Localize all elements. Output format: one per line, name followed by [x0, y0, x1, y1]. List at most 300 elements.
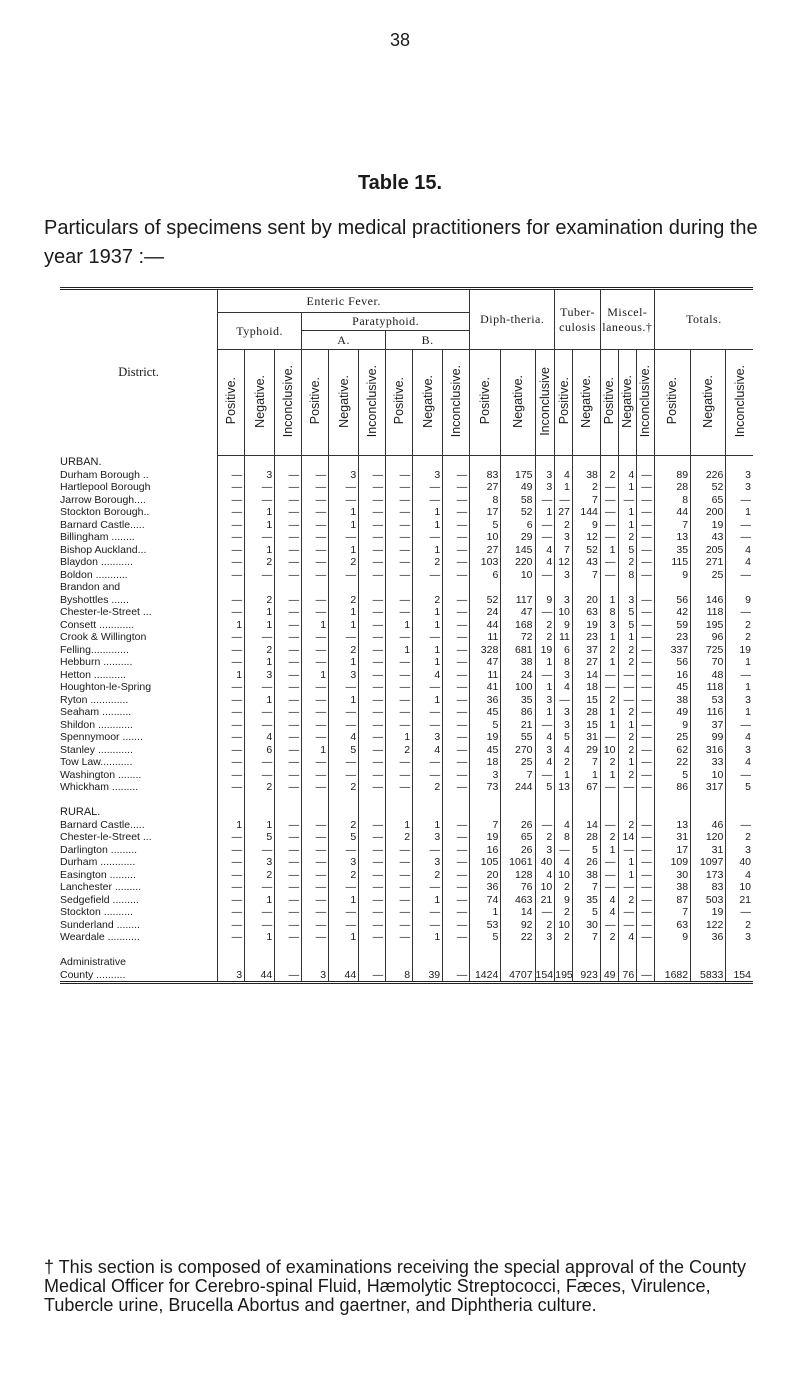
cell-value: —	[535, 606, 555, 619]
cell-value: 3	[555, 594, 573, 607]
cell-value: 33	[691, 756, 726, 769]
cell-value: —	[443, 681, 470, 694]
cell-value: —	[637, 631, 655, 644]
cell-value: —	[637, 519, 655, 532]
cell-value: 1	[329, 694, 359, 707]
cell-value: —	[386, 894, 413, 907]
cell-value: —	[386, 769, 413, 782]
cell-value: —	[302, 644, 329, 657]
cell-value: —	[218, 869, 245, 882]
cell-value: —	[535, 494, 555, 507]
cell-value: —	[600, 856, 618, 869]
cell-value: —	[637, 644, 655, 657]
cell-value: —	[359, 694, 386, 707]
cell-value: —	[637, 744, 655, 757]
cell-value: —	[302, 756, 329, 769]
para-b-positive-header: Positive.	[386, 350, 413, 456]
cell-value: 7	[654, 906, 690, 919]
diphtheria-positive-header: Positive.	[470, 350, 501, 456]
cell-value: 1	[572, 769, 600, 782]
cell-value: 1	[618, 631, 637, 644]
cell-value	[654, 581, 690, 594]
cell-value: 2	[618, 819, 637, 832]
cell-value: 7	[572, 931, 600, 944]
cell-value: —	[218, 769, 245, 782]
cell-value: 3	[535, 694, 555, 707]
cell-value: 1	[600, 544, 618, 557]
cell-value: 9	[555, 619, 573, 632]
cell-value	[691, 956, 726, 969]
cell-value: 1	[618, 519, 637, 532]
cell-value: 154	[535, 968, 554, 981]
cell-value: 12	[572, 531, 600, 544]
cell-value: —	[302, 719, 329, 732]
cell-value: 38	[501, 656, 535, 669]
cell-value: —	[413, 681, 443, 694]
cell-value: —	[302, 631, 329, 644]
cell-value: 39	[413, 969, 443, 983]
cell-value: —	[275, 781, 302, 794]
cell-value	[618, 956, 637, 969]
cell-value: —	[637, 819, 655, 832]
cell-value: 13	[654, 531, 690, 544]
cell-value	[555, 956, 573, 969]
cell-value: 38	[572, 869, 600, 882]
cell-value: —	[386, 706, 413, 719]
misc-inconclusive-header: Inconclusive.	[637, 350, 655, 456]
table-row	[60, 856, 753, 869]
cell-value: 52	[572, 544, 600, 557]
cell-value: 52	[470, 594, 501, 607]
cell-value: 1	[618, 756, 637, 769]
cell-value: 4	[555, 744, 573, 757]
cell-value	[535, 581, 555, 594]
cell-value: —	[386, 669, 413, 682]
cell-value: 7	[555, 544, 573, 557]
cell-value: 36	[691, 931, 726, 944]
cell-value: 22	[501, 931, 535, 944]
cell-value: 28	[572, 831, 600, 844]
cell-value: —	[413, 769, 443, 782]
cell-value: 8	[386, 969, 413, 983]
typhoid-inconclusive-header: Inconclusive.	[275, 350, 302, 456]
cell-value: 10	[470, 531, 501, 544]
cell-value: —	[386, 756, 413, 769]
cell-value: 2	[572, 481, 600, 494]
cell-value: —	[359, 531, 386, 544]
cell-value: —	[218, 494, 245, 507]
cell-value: 681	[501, 644, 535, 657]
district-name: Lanchester .........	[60, 881, 142, 894]
cell-value: —	[637, 969, 655, 983]
cell-value: —	[443, 519, 470, 532]
cell-value: 1	[600, 769, 618, 782]
table-row	[60, 681, 753, 694]
cell-value: —	[275, 669, 302, 682]
cell-value: 725	[691, 644, 726, 657]
cell-value	[245, 581, 275, 594]
cell-value: —	[359, 719, 386, 732]
cell-value: 2	[618, 644, 637, 657]
cell-value: 1	[413, 506, 443, 519]
cell-value: —	[413, 531, 443, 544]
cell-value: 8	[470, 494, 501, 507]
cell-value: 89	[654, 469, 690, 482]
table-row	[60, 531, 753, 544]
table-row	[60, 469, 753, 482]
cell-value: 1	[413, 931, 443, 944]
cell-value: —	[275, 931, 302, 944]
cell-value: —	[637, 831, 655, 844]
cell-value: 9	[572, 519, 600, 532]
cell-value: 4	[535, 731, 555, 744]
cell-value: 2	[600, 469, 618, 482]
cell-value: 3	[302, 969, 329, 983]
cell-value: 2	[618, 894, 637, 907]
cell-value: 16	[470, 844, 501, 857]
cell-value: 35	[654, 544, 690, 557]
cell-value: 3	[329, 669, 359, 682]
cell-value: —	[245, 769, 275, 782]
paratyphoid-header: Paratyphoid.	[302, 313, 470, 331]
cell-value: —	[302, 869, 329, 882]
diphtheria-inconclusive-header: Inconclusive	[535, 350, 555, 456]
cell-value: —	[443, 906, 470, 919]
cell-value: 13	[654, 819, 690, 832]
cell-value: 1	[218, 819, 245, 832]
cell-value: —	[443, 819, 470, 832]
cell-value: —	[413, 756, 443, 769]
cell-value: —	[359, 494, 386, 507]
cell-value: 6	[470, 569, 501, 582]
cell-value: —	[637, 569, 655, 582]
cell-value: 1	[470, 906, 501, 919]
cell-value	[470, 581, 501, 594]
cell-value: 18	[572, 681, 600, 694]
cell-value: 1	[218, 669, 245, 682]
cell-value: 10	[726, 881, 753, 894]
table-row	[60, 556, 753, 569]
cell-value: —	[618, 494, 637, 507]
cell-value: 83	[691, 881, 726, 894]
cell-value: 2	[726, 631, 753, 644]
table-row	[60, 831, 753, 844]
cell-value: —	[218, 706, 245, 719]
cell-value: 9	[654, 931, 690, 944]
cell-value: 96	[691, 631, 726, 644]
paratyphoid-b-header: B.	[386, 331, 470, 350]
district-name: Durham ............	[60, 856, 136, 869]
cell-value	[359, 956, 386, 969]
cell-value: —	[218, 556, 245, 569]
cell-value: 72	[501, 631, 535, 644]
cell-value: 27	[572, 656, 600, 669]
cell-value: —	[329, 719, 359, 732]
cell-value: —	[359, 606, 386, 619]
cell-value: 316	[691, 744, 726, 757]
cell-value: 19	[726, 644, 753, 657]
cell-value: —	[637, 606, 655, 619]
cell-value: 2	[535, 831, 555, 844]
cell-value: 65	[501, 831, 535, 844]
cell-value: —	[245, 481, 275, 494]
cell-value: —	[302, 706, 329, 719]
cell-value: 36	[470, 694, 501, 707]
cell-value: 14	[572, 819, 600, 832]
cell-value: —	[302, 606, 329, 619]
cell-value: —	[275, 819, 302, 832]
cell-value: —	[637, 594, 655, 607]
cell-value: 76	[501, 881, 535, 894]
cell-value: —	[275, 506, 302, 519]
cell-value: 2	[618, 531, 637, 544]
cell-value: —	[443, 844, 470, 857]
specimens-table	[60, 287, 753, 984]
district-name: Spennymoor .......	[60, 731, 143, 744]
cell-value	[501, 581, 535, 594]
cell-value: —	[359, 931, 386, 944]
cell-value: —	[329, 906, 359, 919]
cell-value: 47	[501, 606, 535, 619]
cell-value: —	[637, 756, 655, 769]
cell-value: —	[329, 481, 359, 494]
cell-value: —	[413, 494, 443, 507]
district-name: Easington .........	[60, 868, 136, 881]
cell-value: 1	[386, 731, 413, 744]
district-name: Bishop Auckland...	[60, 543, 147, 556]
cell-value: 328	[470, 644, 501, 657]
cell-value: —	[637, 469, 655, 482]
cell-value: —	[329, 681, 359, 694]
cell-value: 63	[572, 606, 600, 619]
cell-value: 337	[654, 644, 690, 657]
cell-value: —	[275, 831, 302, 844]
table-row	[60, 956, 753, 969]
cell-value: 2	[726, 919, 753, 932]
cell-value: —	[218, 531, 245, 544]
enteric-fever-header: Enteric Fever.	[218, 289, 470, 313]
cell-value: 99	[691, 731, 726, 744]
cell-value: 5	[470, 931, 501, 944]
cell-value: 20	[470, 869, 501, 882]
cell-value: 4	[726, 731, 753, 744]
cell-value: 67	[572, 781, 600, 794]
cell-value: —	[359, 919, 386, 932]
cell-value: 4	[535, 544, 555, 557]
cell-value: 1	[618, 856, 637, 869]
district-name: Barnard Castle.....	[60, 818, 145, 831]
cell-value: —	[218, 606, 245, 619]
cell-value: —	[302, 519, 329, 532]
cell-value	[443, 581, 470, 594]
cell-value: —	[218, 569, 245, 582]
cell-value	[572, 581, 600, 594]
table-row	[60, 694, 753, 707]
district-name: Tow Law...........	[60, 756, 133, 769]
cell-value: —	[302, 531, 329, 544]
cell-value: —	[275, 969, 302, 983]
cell-value: 87	[654, 894, 690, 907]
cell-value: 2	[329, 869, 359, 882]
cell-value: —	[275, 844, 302, 857]
cell-value: —	[726, 569, 753, 582]
cell-value: —	[413, 569, 443, 582]
cell-value: —	[359, 619, 386, 632]
cell-value: 3	[329, 469, 359, 482]
cell-value: —	[302, 656, 329, 669]
cell-value	[302, 581, 329, 594]
district-name: Whickham .........	[60, 781, 139, 794]
cell-value: —	[637, 656, 655, 669]
cell-value: 59	[654, 619, 690, 632]
cell-value: 8	[654, 494, 690, 507]
cell-value: —	[275, 681, 302, 694]
cell-value: 2	[618, 706, 637, 719]
cell-value: —	[443, 781, 470, 794]
cell-value: 7	[654, 519, 690, 532]
cell-value: —	[359, 969, 386, 983]
cell-value: 4	[618, 931, 637, 944]
cell-value: —	[726, 906, 753, 919]
cell-value: 2	[600, 756, 618, 769]
cell-value: —	[302, 681, 329, 694]
cell-value: 1	[618, 719, 637, 732]
cell-value: —	[275, 719, 302, 732]
cell-value: 49	[501, 481, 535, 494]
district-name: Stockton Borough..	[60, 506, 150, 519]
cell-value: 2	[245, 594, 275, 607]
cell-value: —	[555, 844, 573, 857]
cell-value	[691, 581, 726, 594]
cell-value: 5	[555, 731, 573, 744]
cell-value: 2	[386, 744, 413, 757]
cell-value: 14	[618, 831, 637, 844]
cell-value	[637, 956, 655, 969]
totals-negative-header: Negative.	[691, 350, 726, 456]
table-row	[60, 569, 753, 582]
cell-value: —	[245, 631, 275, 644]
cell-value: 1682	[654, 969, 690, 983]
cell-value	[413, 581, 443, 594]
cell-value: 26	[572, 856, 600, 869]
cell-value	[386, 956, 413, 969]
cell-value: 40	[535, 856, 555, 869]
cell-value: 19	[572, 619, 600, 632]
cell-value: —	[618, 906, 637, 919]
cell-value: 30	[572, 919, 600, 932]
cell-value: —	[600, 669, 618, 682]
cell-value: —	[302, 819, 329, 832]
cell-value: 2	[555, 881, 573, 894]
cell-value: 19	[535, 644, 555, 657]
cell-value: 38	[654, 881, 690, 894]
cell-value: —	[726, 494, 753, 507]
district-name: Stockton ..........	[60, 906, 133, 919]
cell-value: 1	[386, 619, 413, 632]
cell-value: —	[359, 869, 386, 882]
cell-value: 1	[413, 656, 443, 669]
cell-value: —	[275, 469, 302, 482]
cell-value: 1	[535, 656, 555, 669]
cell-value: 2	[618, 656, 637, 669]
cell-value: —	[637, 844, 655, 857]
cell-value: 244	[501, 781, 535, 794]
cell-value: —	[443, 569, 470, 582]
table-row	[60, 494, 753, 507]
cell-value: —	[302, 881, 329, 894]
cell-value: —	[600, 869, 618, 882]
cell-value: —	[218, 731, 245, 744]
cell-value: —	[726, 719, 753, 732]
cell-value: 9	[555, 894, 573, 907]
cell-value: —	[443, 656, 470, 669]
para-a-inconclusive-header: Inconclusive.	[359, 350, 386, 456]
district-name: Billingham ........	[60, 531, 135, 544]
cell-value: —	[600, 481, 618, 494]
section-label: RURAL.	[60, 806, 101, 819]
cell-value: 154	[726, 969, 753, 983]
cell-value: 122	[691, 919, 726, 932]
cell-value: —	[443, 481, 470, 494]
cell-value: 1	[329, 619, 359, 632]
cell-value: —	[218, 856, 245, 869]
cell-value: 120	[691, 831, 726, 844]
cell-value: —	[443, 531, 470, 544]
cell-value: —	[386, 906, 413, 919]
table-caption: Particulars of specimens sent by medical practitioners for examination during the year 1937 :—	[44, 217, 758, 268]
cell-value: 38	[654, 694, 690, 707]
cell-value	[555, 581, 573, 594]
cell-value: —	[637, 544, 655, 557]
cell-value: —	[637, 556, 655, 569]
cell-value: —	[443, 919, 470, 932]
cell-value	[329, 956, 359, 969]
cell-value: —	[600, 569, 618, 582]
table-row	[60, 769, 753, 782]
cell-value: 5833	[691, 969, 726, 983]
cell-value: —	[637, 681, 655, 694]
cell-value: —	[359, 894, 386, 907]
cell-value: —	[386, 556, 413, 569]
cell-value: —	[218, 644, 245, 657]
cell-value: —	[386, 531, 413, 544]
cell-value: 128	[501, 869, 535, 882]
district-name: Sedgefield .........	[60, 893, 139, 906]
cell-value: 1	[600, 706, 618, 719]
cell-value: —	[637, 506, 655, 519]
cell-value: 37	[691, 719, 726, 732]
cell-value: —	[359, 681, 386, 694]
cell-value: 31	[654, 831, 690, 844]
cell-value: —	[359, 744, 386, 757]
cell-value: 3	[555, 669, 573, 682]
cell-value: 2	[413, 869, 443, 882]
cell-value: —	[275, 744, 302, 757]
cell-value: 9	[726, 594, 753, 607]
district-name: Stanley ............	[60, 743, 133, 756]
cell-value: 1	[245, 606, 275, 619]
cell-value: —	[275, 481, 302, 494]
cell-value: 24	[501, 669, 535, 682]
cell-value: 5	[470, 719, 501, 732]
cell-value: 4	[329, 731, 359, 744]
cell-value: —	[413, 906, 443, 919]
cell-value: 2	[413, 556, 443, 569]
cell-value: 3	[470, 769, 501, 782]
cell-value: 5	[572, 844, 600, 857]
cell-value: —	[359, 594, 386, 607]
cell-value: —	[600, 519, 618, 532]
